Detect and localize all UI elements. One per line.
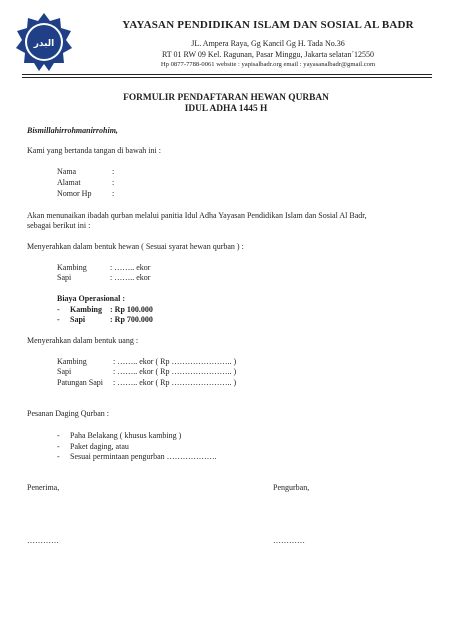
money-name-patungan-sapi: Patungan Sapi	[57, 378, 103, 387]
fee-heading: Biaya Operasional :	[57, 294, 126, 303]
fee-amount-kambing: : Rp 100.000	[110, 305, 153, 314]
fee-name-kambing: Kambing	[70, 305, 103, 314]
meat-option-paha-belakang: Paha Belakang ( khusus kambing )	[70, 431, 182, 440]
yayasan-logo	[14, 12, 74, 72]
field-colon: :	[112, 189, 115, 198]
statement-line-2: sebagai berikut ini :	[27, 221, 91, 230]
field-label-nama: Nama	[57, 167, 77, 176]
form-title-line-1: FORMULIR PENDAFTARAN HEWAN QURBAN	[123, 93, 329, 103]
money-name-kambing: Kambing	[57, 357, 87, 366]
meat-bullet: -	[57, 442, 60, 451]
statement-line-1: Akan menunaikan ibadah qurban melalui panitia Idul Adha Yayasan Pendidikan Islam dan Sosial Al Badr,	[27, 211, 367, 220]
field-label-alamat: Alamat	[57, 178, 81, 187]
header-rule-thick	[22, 74, 432, 75]
fee-amount-sapi: : Rp 700.000	[110, 315, 153, 324]
address-line-2: RT 01 RW 09 Kel. Ragunan, Pasar Minggu, Jakarta selatan´12550	[161, 50, 375, 59]
form-title-line-2: IDUL ADHA 1445 H	[184, 104, 268, 114]
address-line-1: JL. Ampera Raya, Gg Kancil Gg H. Tada No.36	[191, 39, 345, 48]
animal-count-sapi: : …….. ekor	[110, 273, 151, 282]
donor-label: Pengurban,	[273, 483, 310, 492]
meat-heading: Pesanan Daging Qurban :	[27, 409, 109, 418]
meat-bullet: -	[57, 431, 60, 440]
money-value-kambing: : …….. ekor ( Rp ………………….. )	[113, 357, 237, 366]
fee-name-sapi: Sapi	[70, 315, 86, 324]
field-label-nomor-hp: Nomor Hp	[57, 189, 92, 198]
contact-line: Hp 0877-7788-0061 website : yapisalbadr.org email : yayasanalbadr@gmail.com	[160, 61, 376, 68]
money-value-patungan-sapi: : …….. ekor ( Rp ………………….. )	[113, 378, 237, 387]
fee-bullet: -	[57, 305, 60, 314]
org-name: YAYASAN PENDIDIKAN ISLAM DAN SOSIAL AL BADR	[122, 19, 414, 31]
animal-count-kambing: : …….. ekor	[110, 263, 151, 272]
donor-signature-line: …………	[273, 536, 305, 545]
intro-text: Kami yang bertanda tangan di bawah ini :	[27, 146, 161, 155]
animal-name-sapi: Sapi	[57, 273, 72, 282]
meat-bullet: -	[57, 452, 60, 461]
logo-arabic-text: البدر	[33, 39, 55, 49]
receiver-signature-line: …………	[27, 536, 59, 545]
fee-bullet: -	[57, 315, 60, 324]
money-name-sapi: Sapi	[57, 367, 72, 376]
header-rule-thin	[22, 77, 432, 78]
field-colon: :	[112, 178, 115, 187]
animal-name-kambing: Kambing	[57, 263, 87, 272]
receiver-label: Penerima,	[27, 483, 60, 492]
meat-option-paket: Paket daging, atau	[70, 442, 129, 451]
animal-heading: Menyerahkan dalam bentuk hewan ( Sesuai syarat hewan qurban ) :	[27, 242, 244, 251]
field-colon: :	[112, 167, 115, 176]
meat-option-sesuai-permintaan: Sesuai permintaan pengurban ……………….	[70, 452, 217, 461]
money-heading: Menyerahkan dalam bentuk uang :	[27, 336, 139, 345]
greeting: Bismillahirrohmanirrohim,	[27, 126, 118, 135]
money-value-sapi: : …….. ekor ( Rp ………………….. )	[113, 367, 237, 376]
